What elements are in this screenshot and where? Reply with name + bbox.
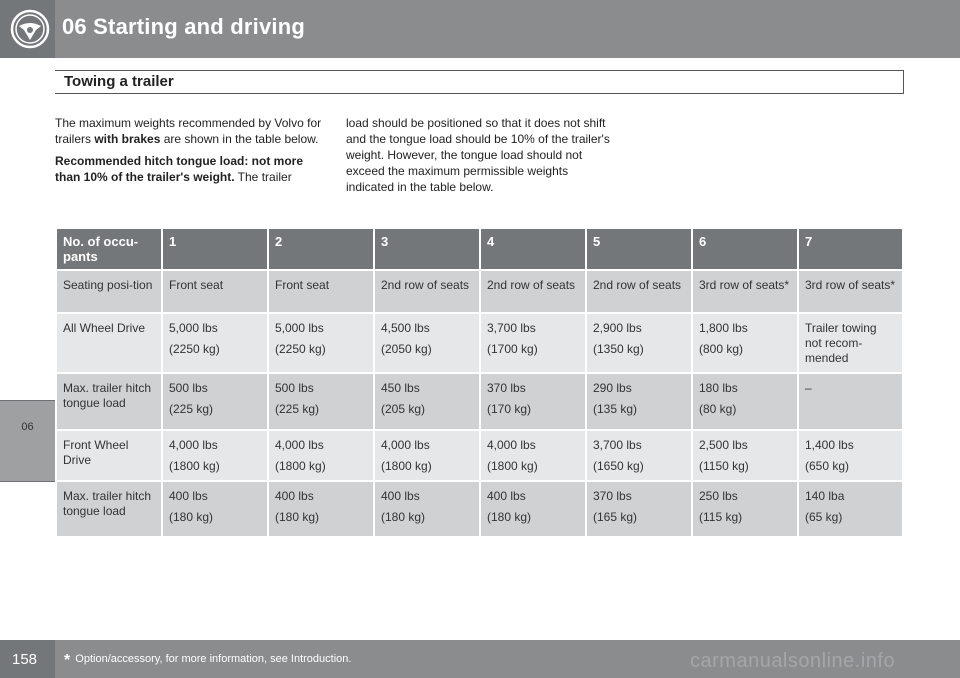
table-cell: Front seat — [163, 271, 267, 312]
table-cell: – — [799, 374, 902, 429]
weight-lbs: 400 lbs — [381, 489, 420, 503]
weight-kg: (1800 kg) — [275, 459, 326, 473]
weight-lbs: 5,000 lbs — [169, 321, 218, 335]
table-cell — [269, 314, 373, 372]
weight-kg: (180 kg) — [169, 510, 214, 524]
weight-lbs: 290 lbs — [593, 381, 632, 395]
table-cell: 2nd row of seats — [375, 271, 479, 312]
weight-kg: (225 kg) — [275, 402, 320, 416]
table-cell: 3rd row of seats* — [799, 271, 902, 312]
weight-lbs: 500 lbs — [275, 381, 314, 395]
tongue-load-bold-text: Recommended hitch tongue load: not more than 10% of the trailer's weight. — [55, 154, 304, 184]
chapter-side-tab — [0, 400, 55, 482]
table-cell: 3rd row of seats* — [693, 271, 797, 312]
steering-wheel-icon — [10, 9, 50, 49]
table-row — [57, 431, 902, 480]
header-cell-5: 5 — [587, 229, 691, 269]
weight-kg: (650 kg) — [805, 459, 850, 473]
weight-lbs: 250 lbs — [699, 489, 738, 503]
table-cell — [163, 314, 267, 372]
table-header-row — [57, 229, 902, 269]
footnote — [64, 652, 351, 670]
weight-kg: (1650 kg) — [593, 459, 644, 473]
intro-paragraph-2 — [55, 153, 325, 185]
intro-paragraph-1 — [55, 115, 325, 147]
table-cell — [693, 482, 797, 536]
weight-kg: (170 kg) — [487, 402, 532, 416]
weight-lbs: 5,000 lbs — [275, 321, 324, 335]
table-cell — [587, 314, 691, 372]
weight-kg: (205 kg) — [381, 402, 426, 416]
table-cell — [693, 374, 797, 429]
weight-kg: (1700 kg) — [487, 342, 538, 356]
intro-column-1 — [55, 115, 325, 191]
weight-kg: (1150 kg) — [699, 459, 749, 473]
sidebar — [0, 58, 55, 640]
table-cell — [163, 482, 267, 536]
weight-kg: (2250 kg) — [275, 342, 326, 356]
chapter-side-tab-label: 06 — [21, 421, 34, 433]
table-cell — [375, 431, 479, 480]
weight-kg: (2050 kg) — [381, 342, 432, 356]
section-heading-box — [55, 70, 904, 94]
weight-lbs: 4,000 lbs — [381, 438, 430, 452]
table-cell: 2nd row of seats — [587, 271, 691, 312]
intro-text-end: are shown in the table below. — [160, 132, 319, 146]
table-cell — [587, 374, 691, 429]
weight-kg: (225 kg) — [169, 402, 214, 416]
weight-lbs: 4,500 lbs — [381, 321, 430, 335]
weight-lbs: 400 lbs — [275, 489, 314, 503]
table-cell — [481, 374, 585, 429]
weight-kg: (1800 kg) — [169, 459, 220, 473]
weight-lbs: 1,400 lbs — [805, 438, 854, 452]
row-label: Seating posi-tion — [57, 271, 161, 312]
table-cell: Front seat — [269, 271, 373, 312]
table-row — [57, 271, 902, 312]
header-cell-6: 6 — [693, 229, 797, 269]
weight-lbs: 2,500 lbs — [699, 438, 748, 452]
weight-lbs: 4,000 lbs — [487, 438, 536, 452]
table-row — [57, 482, 902, 536]
weight-lbs: 4,000 lbs — [169, 438, 218, 452]
table-cell: Trailer towing not recom-mended — [799, 314, 902, 372]
table-cell — [481, 314, 585, 372]
weight-kg: (800 kg) — [699, 342, 744, 356]
watermark: carmanualsonline.info — [690, 650, 896, 672]
weight-lbs: 3,700 lbs — [593, 438, 642, 452]
header-cell-occupants: No. of occu-pants — [57, 229, 161, 269]
footnote-text: Option/accessory, for more information, see Introduction. — [75, 653, 352, 665]
table-cell — [375, 314, 479, 372]
weight-kg: (2250 kg) — [169, 342, 220, 356]
weight-kg: (180 kg) — [487, 510, 532, 524]
row-label: Max. trailer hitch tongue load — [57, 482, 161, 536]
weight-kg: (1800 kg) — [487, 459, 538, 473]
weight-lbs: 1,800 lbs — [699, 321, 748, 335]
table-cell — [587, 482, 691, 536]
table-cell — [375, 482, 479, 536]
weight-kg: (165 kg) — [593, 510, 638, 524]
row-label: All Wheel Drive — [57, 314, 161, 372]
weight-kg: (180 kg) — [381, 510, 426, 524]
table-row — [57, 374, 902, 429]
header-cell-3: 3 — [375, 229, 479, 269]
table-cell — [269, 374, 373, 429]
table-cell — [799, 431, 902, 480]
trailer-weights-table — [55, 227, 904, 538]
table-cell: 2nd row of seats — [481, 271, 585, 312]
table-cell — [375, 374, 479, 429]
weight-lbs: 400 lbs — [169, 489, 208, 503]
weight-lbs: 140 lba — [805, 489, 845, 503]
weight-kg: (135 kg) — [593, 402, 638, 416]
table-cell — [481, 482, 585, 536]
header-cell-2: 2 — [269, 229, 373, 269]
weight-kg: (1800 kg) — [381, 459, 432, 473]
table-cell — [693, 431, 797, 480]
weight-lbs: 370 lbs — [593, 489, 632, 503]
table-cell — [799, 482, 902, 536]
weight-kg: (65 kg) — [805, 510, 843, 524]
table-cell — [269, 482, 373, 536]
weight-lbs: 450 lbs — [381, 381, 420, 395]
weight-lbs: 4,000 lbs — [275, 438, 324, 452]
intro-bold-text: with brakes — [94, 132, 161, 146]
footnote-marker: * — [64, 652, 71, 669]
intro-column-2 — [346, 115, 616, 201]
header-cell-4: 4 — [481, 229, 585, 269]
page-number: 158 — [12, 651, 38, 668]
weight-lbs: 2,900 lbs — [593, 321, 642, 335]
weight-lbs: 400 lbs — [487, 489, 526, 503]
weight-kg: (180 kg) — [275, 510, 320, 524]
chapter-title: 06 Starting and driving — [62, 14, 305, 39]
weight-lbs: 500 lbs — [169, 381, 208, 395]
weight-kg: (1350 kg) — [593, 342, 644, 356]
weight-lbs: 3,700 lbs — [487, 321, 536, 335]
intro-text: The maximum weights recommended by Volvo for trailers — [55, 116, 322, 146]
weight-kg: (80 kg) — [699, 402, 737, 416]
table-row — [57, 314, 902, 372]
row-label: Front Wheel Drive — [57, 431, 161, 480]
weight-lbs: 180 lbs — [699, 381, 738, 395]
weight-kg: (115 kg) — [699, 510, 743, 524]
table-cell — [163, 374, 267, 429]
weight-lbs: 370 lbs — [487, 381, 526, 395]
header-cell-7: 7 — [799, 229, 902, 269]
section-title: Towing a trailer — [64, 73, 174, 90]
table-cell — [481, 431, 585, 480]
table-cell — [269, 431, 373, 480]
row-label: Max. trailer hitch tongue load — [57, 374, 161, 429]
table-cell — [693, 314, 797, 372]
table-cell — [163, 431, 267, 480]
intro-paragraph-3: load should be positioned so that it does not shift and the tongue load should be 10% of the trailer's weight. However, the tongue load should not exceed the maximum permissible weights indicated in the table below. — [346, 116, 610, 194]
table-cell — [587, 431, 691, 480]
tongue-load-text: The trailer — [234, 170, 292, 184]
chapter-icon-block — [0, 0, 55, 58]
header-cell-1: 1 — [163, 229, 267, 269]
